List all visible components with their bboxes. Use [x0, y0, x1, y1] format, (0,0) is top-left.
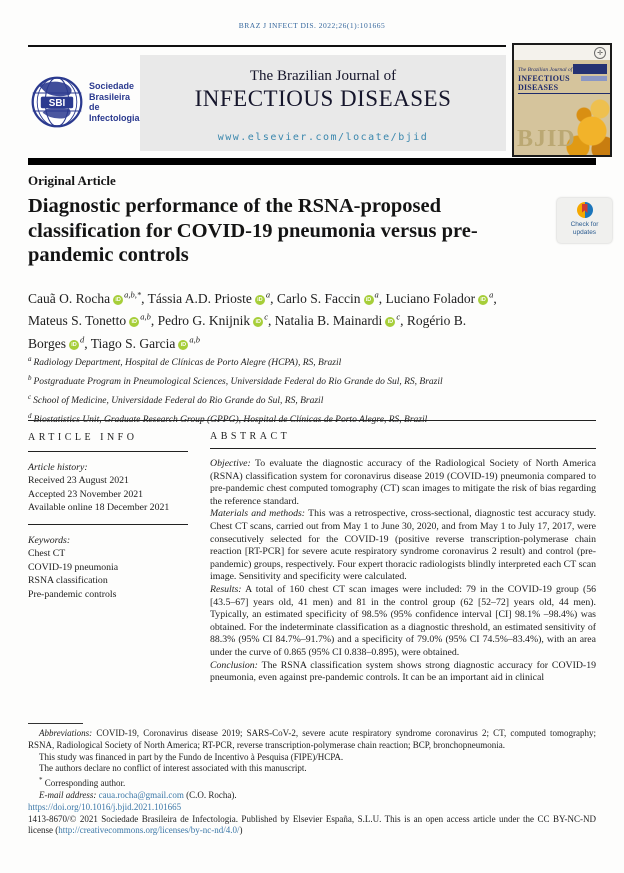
author: Rogério B. Borges $iD^d$,	[28, 313, 467, 351]
author: Natalia B. Mainardi $iD^c$,	[274, 311, 407, 328]
abstract-results: Results: A total of 160 chest CT scan images were included: 79 in the COVID-19 group (56 [43.5–67] years old, 41 men) and 81 in the control group (62 [52–72] years old, 44 men). Typically, an estimated specificity of 98.5% (95% confidence interval [CI] 98.1% –98.4%) was obtained. For the indeterminate classification as a diagnostic threshold, an estimated sensitivity of 88.3% (95% CI 84.7%–91.7%) and a specificity of 79.0% (95% CI 74.5%–83.4%), with an area under the curve of 0.865 (95% CI 0.838–0.895), were obtained.	[210, 583, 596, 658]
email-link[interactable]: caua.rocha@gmail.com	[98, 789, 184, 800]
cover-top-strip	[514, 45, 610, 60]
license-line: 1413-8670/© 2021 Sociedade Brasileira de Infectologia. Published by Elsevier España, S.L.U. This is an open access article under the CC BY-NC-ND license (http://creativecommons.org/licenses/by-nc-nd/4.0/)	[28, 813, 596, 836]
orcid-icon[interactable]: iD	[69, 340, 79, 350]
author: Pedro G. Knijnik $iD^c$,	[157, 311, 275, 328]
cover-watermark: BJID	[517, 126, 576, 152]
keyword: Pre-pandemic controls	[28, 588, 117, 600]
journal-title-line1: The Brazilian Journal of	[249, 68, 397, 84]
keyword: Chest CT	[28, 548, 66, 559]
doi-line	[28, 802, 596, 814]
sbi-globe-icon	[30, 75, 84, 129]
abbreviations-note: Abbreviations: COVID-19, Coronavirus disease 2019; SARS-CoV-2, severe acute respiratory syndrome coronavirus 2; CT, computed tomography; RSNA, Radiological Society of North America; RT-PCR, reverse transcription-polymerase chain reaction; BCP, bronchopneumonia.	[28, 728, 596, 750]
affiliation: $^c$ School of Medicine, Universidade Federal do Rio Grande do Sul, RS, Brazil	[28, 393, 324, 407]
article-history-label: Article history:	[28, 461, 88, 473]
crossmark-icon	[577, 202, 593, 218]
section-divider-bar	[28, 158, 596, 165]
available-online-date: Available online 18 December 2021	[28, 502, 170, 513]
doi-link[interactable]: https://doi.org/10.1016/j.bjid.2021.101665	[28, 801, 182, 812]
orcid-icon[interactable]: iD	[129, 317, 139, 327]
article-type-label: Original Article	[28, 173, 116, 188]
journal-cover-thumbnail[interactable]	[512, 43, 612, 157]
author: Tiago S. Garcia iD$^{a,b}$	[90, 334, 201, 351]
cover-title-line2: INFECTIOUS DISEASES	[518, 74, 610, 94]
citation-text: BRAZ J INFECT DIS. 2022;26(1):101665	[238, 21, 386, 30]
author: Luciano Folador $iD^a$,	[385, 289, 497, 306]
affiliation-list	[28, 352, 568, 429]
footnote-block	[28, 723, 596, 837]
orcid-icon[interactable]: iD	[385, 317, 395, 327]
sbi-acronym: SBI	[48, 98, 66, 110]
corresponding-author-note: * Corresponding author.	[39, 776, 126, 789]
accepted-date: Accepted 23 November 2021	[28, 488, 144, 500]
article-info-section	[28, 431, 188, 601]
check-for-updates-badge[interactable]	[557, 198, 612, 243]
orcid-icon[interactable]: iD	[113, 295, 123, 305]
author: Carlo S. Faccin $iD^a$,	[276, 289, 386, 306]
affiliation: d	[28, 412, 32, 421]
cover-title-line1: The Brazilian Journal of	[518, 67, 573, 73]
orcid-icon[interactable]: iD	[253, 317, 263, 327]
header-divider	[28, 45, 506, 47]
author: Cauã O. Rocha $iD^{a,b,*}$,	[28, 289, 148, 306]
conflict-note: The authors declare no conflict of interest associated with this manuscript.	[39, 763, 307, 774]
cover-emblem-icon: ✛	[594, 47, 606, 59]
author: Tássia A.D. Prioste $iD^a$,	[147, 289, 277, 306]
email-note: E-mail address: caua.rocha@gmail.com (C.O. Rocha).	[39, 789, 237, 800]
license-link[interactable]: http://creativecommons.org/licenses/by-nc-nd/4.0/	[58, 825, 240, 836]
abstract-conclusion: Conclusion: The RSNA classification system shows strong diagnostic accuracy for COVID-19 pneumonia, even against pre-pandemic controls. It can be an important aid in clinical	[210, 659, 596, 684]
footnote-rule	[28, 723, 83, 724]
info-divider	[28, 524, 188, 525]
content-divider	[28, 420, 596, 421]
orcid-icon[interactable]: iD	[178, 340, 188, 350]
keyword: RSNA classification	[28, 575, 108, 586]
abstract-heading: ABSTRACT	[210, 431, 596, 449]
abstract-objective: Objective: To evaluate the diagnostic accuracy of the Radiological Society of North America (RSNA) classification system for coronavirus disease 2019 (COVID-19) pneumonia compared to pre-pandemic chest computed tomography (CT) scan images to mitigate the risk of bias regarding the reference standard.	[210, 458, 596, 507]
author-list	[28, 285, 498, 353]
affiliation: $^a$ Radiology Department, Hospital de Clínicas de Porto Alegre (HCPA), RS, Brazil	[28, 355, 342, 369]
keyword: COVID-19 pneumonia	[28, 561, 119, 573]
abstract-section	[210, 431, 596, 685]
abstract-methods: Materials and methods: This was a retrospective, cross-sectional, diagnostic test accuracy study. Chest CT scans, carried out from May 1 to June 30, 2020, and from May 1 to July 17, 2017, were consecutively selected for the COVID-19 (positive reverse transcription-polymerase chain reaction [RT-PCR] for severe acute respiratory syndrome coronavirus 2 result) and control (pre-pandemic) groups, respectively. Four expert thoracic radiologists blindly interpreted each CT scan image. Sensitivity and specificity were calculated.	[210, 508, 596, 583]
orcid-icon[interactable]: iD	[255, 295, 265, 305]
journal-title-line2: INFECTIOUS DISEASES	[194, 86, 452, 111]
article-info-heading: ARTICLE INFO	[28, 431, 188, 452]
sbi-society-logo	[30, 75, 138, 129]
check-badge-label: Check for updates	[570, 221, 599, 236]
journal-citation[interactable]	[0, 20, 624, 30]
orcid-icon[interactable]: iD	[364, 295, 374, 305]
affiliation: $^b$ Postgraduate Program in Pneumological Sciences, Universidade Federal do Rio Grande do Sul, RS, Brazil	[28, 374, 443, 388]
article-title: Diagnostic performance of the RSNA-proposed classification for COVID-19 pneumonia versus pre-pandemic controls	[28, 195, 478, 266]
journal-masthead	[140, 55, 506, 151]
orcid-icon[interactable]: iD	[478, 295, 488, 305]
author: Mateus S. Tonetto iD$^{a,b}$,	[28, 311, 158, 328]
sbi-society-name: Sociedade Brasileira de Infectologia	[89, 81, 140, 123]
keywords-label: Keywords:	[28, 534, 71, 546]
cover-issue-tag	[573, 64, 607, 74]
journal-homepage-link[interactable]: www.elsevier.com/locate/bjid	[217, 132, 429, 143]
received-date: Received 23 August 2021	[28, 475, 129, 486]
funding-note: This study was financed in part by the Fundo de Incentivo à Pesquisa (FIPE)/HCPA.	[39, 751, 344, 762]
